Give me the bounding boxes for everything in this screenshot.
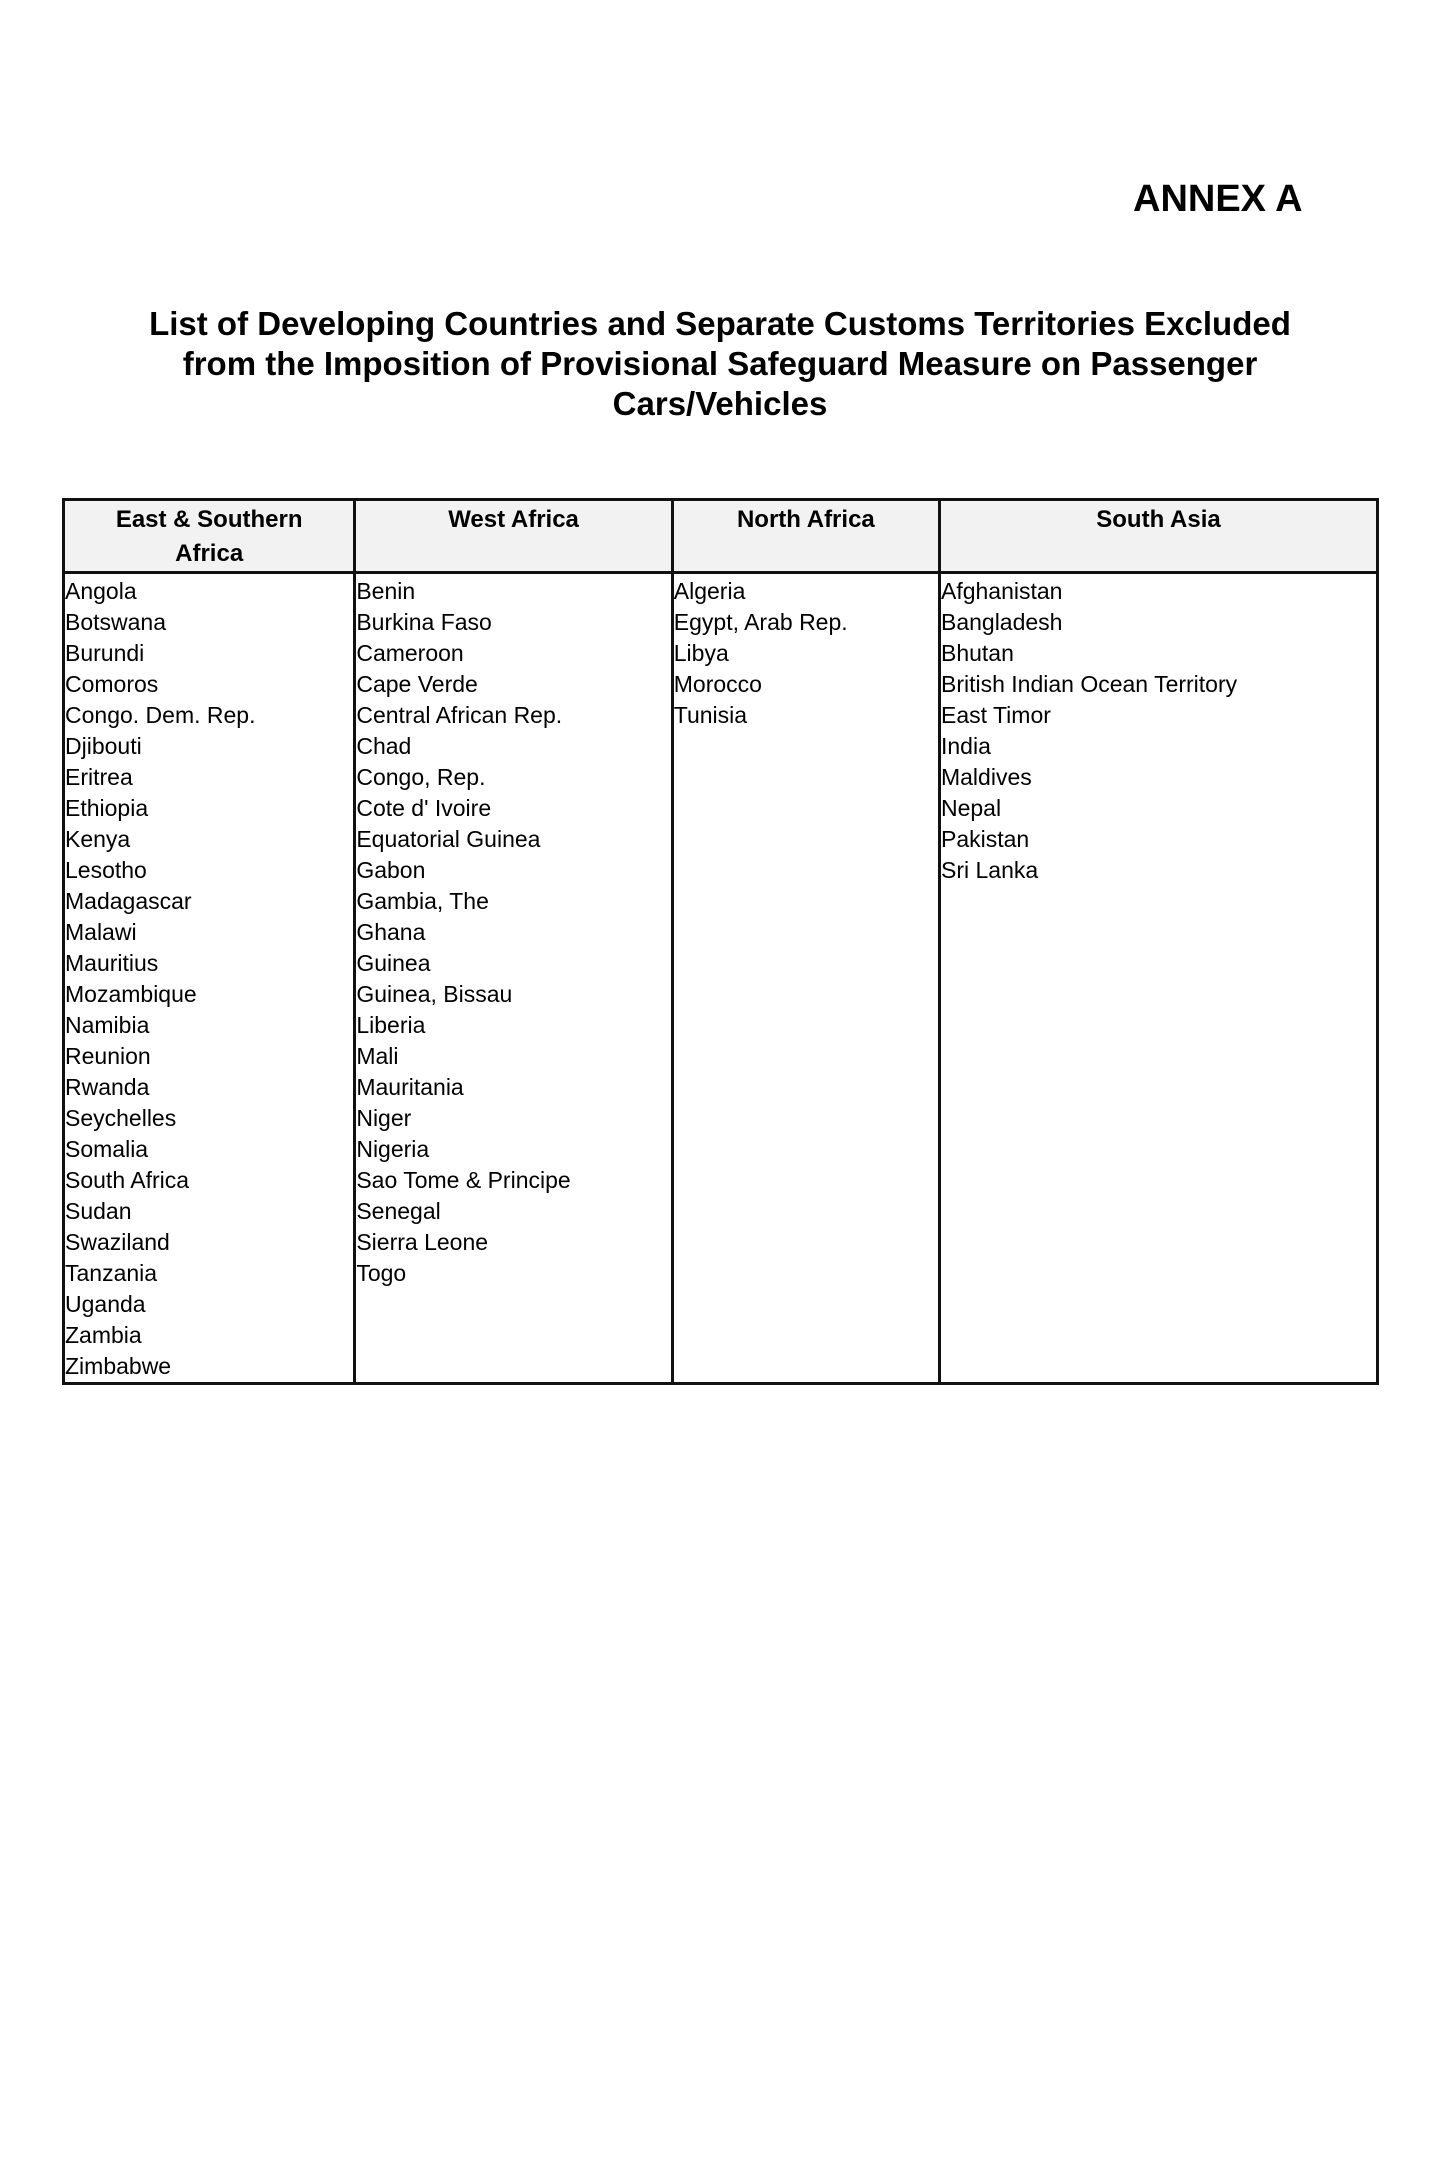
column-north-africa bbox=[672, 573, 939, 1384]
table-header-row bbox=[64, 500, 1378, 573]
country-item: Guinea bbox=[356, 950, 431, 976]
country-item: India bbox=[940, 733, 991, 759]
country-item: Sierra Leone bbox=[356, 1229, 489, 1255]
title-line-1: List of Developing Countries and Separate Customs Territories Excluded bbox=[149, 305, 1291, 342]
country-item: Madagascar bbox=[65, 888, 192, 914]
country-item: Algeria bbox=[673, 578, 746, 604]
title-line-3: Cars/Vehicles bbox=[612, 385, 828, 422]
country-item: Kenya bbox=[65, 826, 131, 852]
country-item: Ethiopia bbox=[65, 795, 149, 821]
country-item: Somalia bbox=[65, 1136, 149, 1162]
country-item: Djibouti bbox=[65, 733, 142, 759]
title-line-2: from the Imposition of Provisional Safeguard Measure on Passenger bbox=[182, 345, 1258, 382]
table-body-row bbox=[64, 573, 1378, 1384]
country-item: Pakistan bbox=[940, 826, 1030, 852]
country-item: Congo, Rep. bbox=[356, 764, 486, 790]
country-item: British Indian Ocean Territory bbox=[940, 671, 1238, 697]
header-north-africa bbox=[672, 500, 939, 573]
country-item: Guinea, Bissau bbox=[356, 981, 513, 1007]
country-item: Afghanistan bbox=[940, 578, 1063, 604]
country-item: Mauritius bbox=[65, 950, 159, 976]
country-item: Zimbabwe bbox=[65, 1353, 172, 1379]
country-item: Cameroon bbox=[356, 640, 464, 666]
country-item: Maldives bbox=[940, 764, 1032, 790]
country-item: Angola bbox=[65, 578, 137, 604]
country-item: Mozambique bbox=[65, 981, 197, 1007]
country-item: Morocco bbox=[673, 671, 762, 697]
country-item: Namibia bbox=[65, 1012, 150, 1038]
country-item: Burundi bbox=[65, 640, 145, 666]
country-item: Tanzania bbox=[65, 1260, 158, 1286]
country-item: Equatorial Guinea bbox=[356, 826, 541, 852]
country-item: Togo bbox=[356, 1260, 407, 1286]
country-item: Bhutan bbox=[940, 640, 1014, 666]
country-item: Sri Lanka bbox=[940, 857, 1039, 883]
country-item: Liberia bbox=[356, 1012, 426, 1038]
country-item: Benin bbox=[356, 578, 416, 604]
country-item: Congo. Dem. Rep. bbox=[65, 702, 256, 728]
country-item: Cape Verde bbox=[356, 671, 478, 697]
header-east-southern-africa bbox=[64, 500, 355, 573]
country-item: Gambia, The bbox=[356, 888, 489, 914]
country-item: Reunion bbox=[65, 1043, 151, 1069]
country-item: Niger bbox=[356, 1105, 412, 1131]
country-item: Egypt, Arab Rep. bbox=[673, 609, 848, 635]
country-item: Malawi bbox=[65, 919, 137, 945]
header-line: Africa bbox=[175, 540, 244, 567]
country-item: Chad bbox=[356, 733, 412, 759]
country-item: Rwanda bbox=[65, 1074, 150, 1100]
country-item: Burkina Faso bbox=[356, 609, 492, 635]
header-line: South Asia bbox=[1096, 506, 1221, 533]
country-item: Lesotho bbox=[65, 857, 147, 883]
country-item: Uganda bbox=[65, 1291, 146, 1317]
country-table bbox=[62, 498, 1379, 1385]
country-item: Nigeria bbox=[356, 1136, 430, 1162]
country-item: Ghana bbox=[356, 919, 426, 945]
country-item: Zambia bbox=[65, 1322, 142, 1348]
country-item: Libya bbox=[673, 640, 729, 666]
country-item: Nepal bbox=[940, 795, 1002, 821]
country-item: Comoros bbox=[65, 671, 159, 697]
column-south-asia bbox=[939, 573, 1377, 1384]
header-line: East & Southern bbox=[115, 506, 303, 533]
column-west-africa bbox=[355, 573, 672, 1384]
country-item: Mauritania bbox=[356, 1074, 464, 1100]
country-item: Cote d' Ivoire bbox=[356, 795, 492, 821]
country-item: Central African Rep. bbox=[356, 702, 563, 728]
country-item: East Timor bbox=[940, 702, 1051, 728]
country-item: Seychelles bbox=[65, 1105, 177, 1131]
document-title bbox=[60, 304, 1380, 424]
country-item: Senegal bbox=[356, 1198, 441, 1224]
country-item: Bangladesh bbox=[940, 609, 1063, 635]
country-item: Gabon bbox=[356, 857, 426, 883]
header-west-africa bbox=[355, 500, 672, 573]
header-south-asia bbox=[939, 500, 1377, 573]
country-item: Sudan bbox=[65, 1198, 132, 1224]
column-east-southern-africa bbox=[64, 573, 355, 1384]
header-line: North Africa bbox=[736, 506, 875, 533]
country-item: Tunisia bbox=[673, 702, 748, 728]
country-item: Botswana bbox=[65, 609, 167, 635]
country-item: Sao Tome & Principe bbox=[356, 1167, 571, 1193]
country-item: Eritrea bbox=[65, 764, 133, 790]
country-item: Mali bbox=[356, 1043, 399, 1069]
annex-label: ANNEX A bbox=[1133, 178, 1303, 220]
header-line: West Africa bbox=[448, 506, 579, 533]
country-item: South Africa bbox=[65, 1167, 190, 1193]
country-item: Swaziland bbox=[65, 1229, 170, 1255]
